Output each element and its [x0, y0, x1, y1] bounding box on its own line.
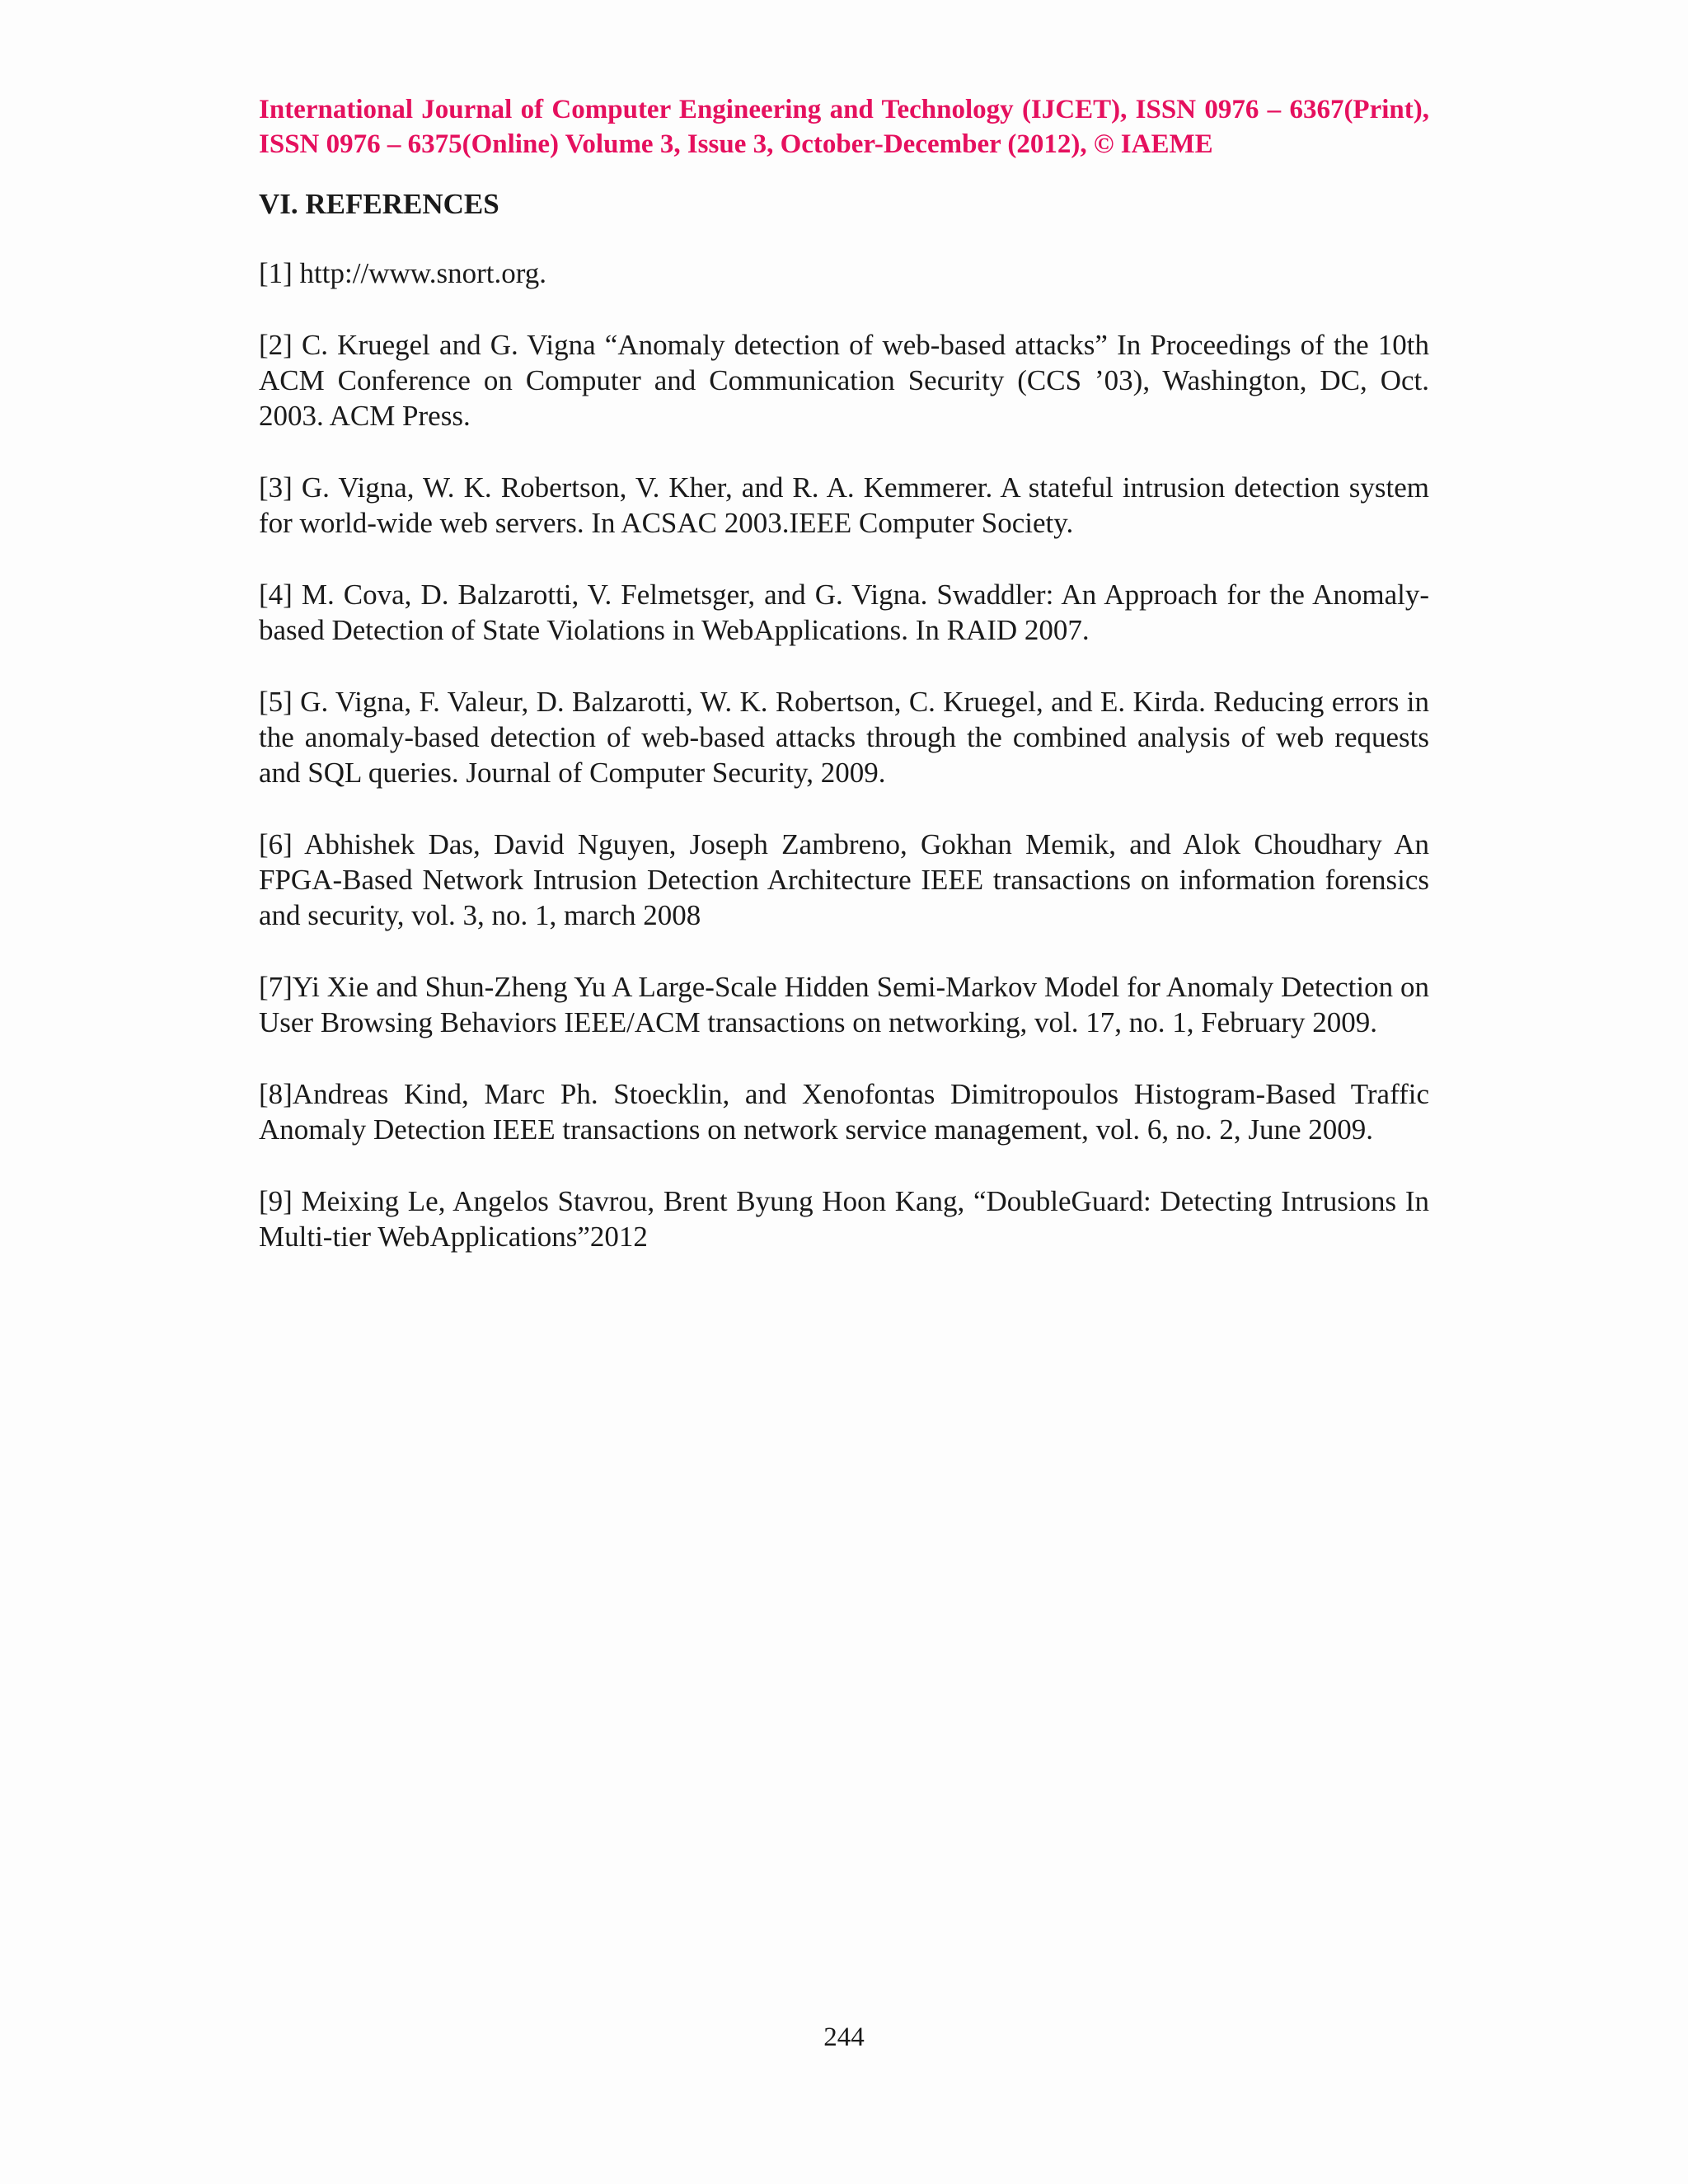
reference-item: [6] Abhishek Das, David Nguyen, Joseph Zambreno, Gokhan Memik, and Alok Choudhary An FPGA-Based Network Intrusion Detection Architecture IEEE transactions on information forensics and security, vol. 3, no. 1, march 2008: [259, 828, 1429, 931]
section-title: VI. REFERENCES: [259, 188, 499, 220]
reference-item: [8]Andreas Kind, Marc Ph. Stoecklin, and Xenofontas Dimitropoulos Histogram-Based Traffic Anomaly Detection IEEE transactions on network service management, vol. 6, no. 2, June 2009.: [259, 1078, 1429, 1146]
reference-item: [3] G. Vigna, W. K. Robertson, V. Kher, and R. A. Kemmerer. A stateful intrusion detection system for world-wide web servers. In ACSAC 2003.IEEE Computer Society.: [259, 471, 1429, 539]
reference-list: [259, 255, 1429, 1291]
reference-item: [9] Meixing Le, Angelos Stavrou, Brent Byung Hoon Kang, “DoubleGuard: Detecting Intrusions In Multi-tier WebApplications”2012: [259, 1185, 1429, 1253]
reference-item: [7]Yi Xie and Shun-Zheng Yu A Large-Scale Hidden Semi-Markov Model for Anomaly Detection on User Browsing Behaviors IEEE/ACM transactions on networking, vol. 17, no. 1, February 2009.: [259, 971, 1429, 1038]
reference-item: [2] C. Kruegel and G. Vigna “Anomaly detection of web-based attacks” In Proceedings of the 10th ACM Conference on Computer and Communication Security (CCS ’03), Washington, DC, Oct. 2003. ACM Press.: [259, 329, 1429, 432]
journal-header: International Journal of Computer Engineering and Technology (IJCET), ISSN 0976 – 6367(Print), ISSN 0976 – 6375(Online) Volume 3, Issue 3, October-December (2012), © IAEME: [259, 95, 1429, 159]
reference-item: [5] G. Vigna, F. Valeur, D. Balzarotti, W. K. Robertson, C. Kruegel, and E. Kirda. Reducing errors in the anomaly-based detection of web-based attacks through the combined analysis of web requests and SQL queries. Journal of Computer Security, 2009.: [259, 686, 1429, 789]
reference-item: [4] M. Cova, D. Balzarotti, V. Felmetsger, and G. Vigna. Swaddler: An Approach for the Anomaly-based Detection of State Violations in WebApplications. In RAID 2007.: [259, 579, 1429, 646]
reference-item: [1] http://www.snort.org.: [259, 257, 547, 289]
page-number: 244: [823, 2022, 865, 2052]
